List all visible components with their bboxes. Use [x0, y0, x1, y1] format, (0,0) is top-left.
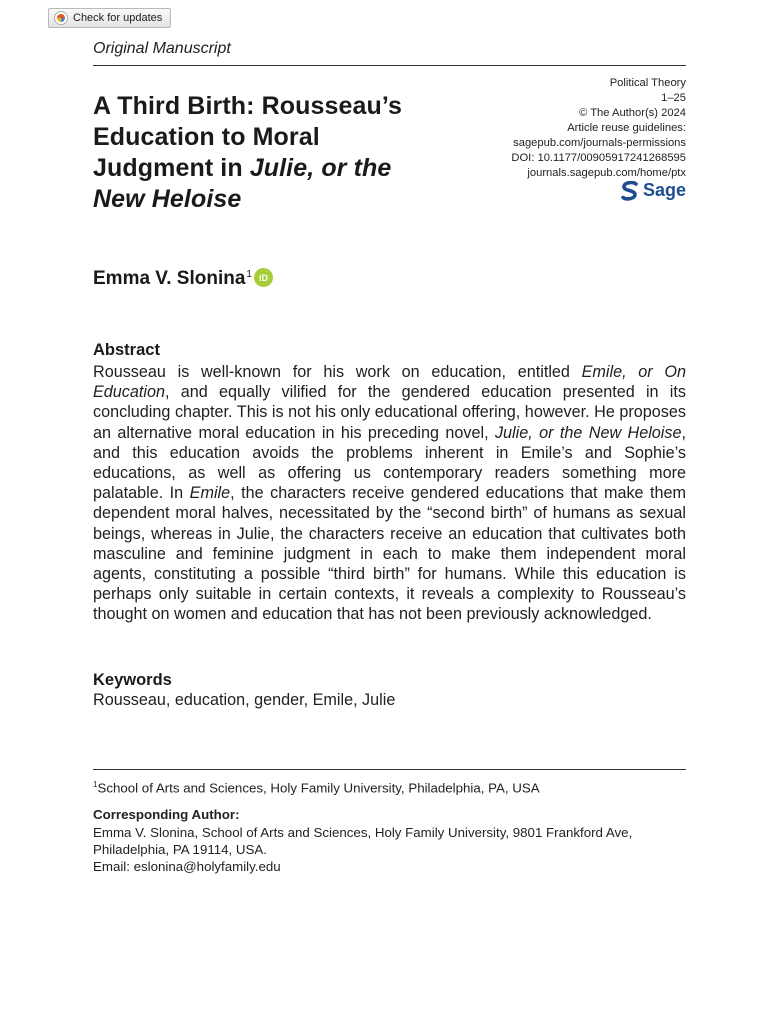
- reuse-guidelines-label: Article reuse guidelines:: [567, 122, 686, 134]
- abstract-italic-1: Emile, or On Education: [93, 363, 686, 402]
- title-line-4: New Heloise: [93, 185, 242, 213]
- author-affiliation-mark: 1: [246, 269, 252, 280]
- title-line-1: A Third Birth: Rousseau’s: [93, 92, 403, 120]
- sage-s-icon: [621, 181, 639, 201]
- publisher-name: Sage: [642, 180, 686, 200]
- publisher-logo: [621, 180, 686, 201]
- journal-name: Political Theory: [609, 77, 686, 89]
- abstract-text-3: , and this education avoids the problems inherent in Emile’s and Sophie’s educations, as well as offering us contemporary readers something more palatable. In: [93, 423, 687, 503]
- check-for-updates-label: Check for updates: [73, 12, 163, 24]
- abstract-text-2: , and equally vilified for the gendered education presented in its concluding chapter. This is not his only educational offering, however. He proposes an alternative moral education in his preceding novel,: [93, 383, 686, 442]
- title-line-3-italic: Julie, or the: [249, 154, 392, 182]
- abstract-heading: Abstract: [93, 341, 160, 359]
- keywords-heading: Keywords: [93, 671, 172, 689]
- doi-link[interactable]: DOI: 10.1177/00905917241268595: [511, 152, 686, 164]
- journal-metadata: [511, 76, 686, 181]
- abstract-text-1: Rousseau is well-known for his work on education, entitled: [93, 363, 582, 381]
- affiliation-text: School of Arts and Sciences, Holy Family University, Philadelphia, PA, USA: [97, 780, 540, 796]
- article-title: [93, 91, 478, 215]
- title-line-2: Education to Moral: [93, 123, 320, 151]
- update-badge-icon: [54, 11, 68, 25]
- title-line-3-regular: Judgment in: [93, 154, 250, 182]
- affiliation-footnote: [93, 780, 540, 795]
- corresponding-address-line-1: Emma V. Slonina, School of Arts and Sciences, Holy Family University, 9801 Frankford Ave,: [93, 825, 633, 840]
- title-line-3: [93, 153, 478, 184]
- reuse-guidelines-link[interactable]: sagepub.com/journals-permissions: [513, 137, 686, 149]
- corresponding-author-heading: Corresponding Author:: [93, 807, 240, 822]
- orcid-icon[interactable]: iD: [254, 268, 273, 287]
- copyright-notice: © The Author(s) 2024: [579, 107, 686, 119]
- corresponding-author-details: [93, 824, 693, 875]
- affiliation-mark: 1: [93, 780, 98, 789]
- author-line: [93, 268, 273, 290]
- abstract-italic-2: Julie, or the New Heloise: [494, 423, 682, 442]
- abstract-body: [93, 362, 686, 625]
- corresponding-address-line-2: Philadelphia, PA 19114, USA.: [93, 842, 267, 857]
- abstract-text-4: , the characters receive gendered educations that make them dependent moral halves, necessitated by the “second birth” of humans as sexual beings, whereas in Julie, the characters receive an education that cultivates both masculine and feminine judgment in each to make them independent moral agents, constituting a possible “third birth” for humans. While this education is perhaps only suitable in certain contexts, it reveals a complexity to Rousseau’s thought on women and education that has not been previously acknowledged.: [93, 484, 687, 624]
- abstract-italic-3: Emile: [189, 484, 231, 503]
- header-divider: [93, 65, 686, 66]
- footnote-divider: [93, 769, 686, 770]
- author-name: Emma V. Slonina: [93, 268, 246, 289]
- corresponding-email[interactable]: Email: eslonina@holyfamily.edu: [93, 859, 281, 874]
- journal-home-link[interactable]: journals.sagepub.com/home/ptx: [527, 167, 686, 179]
- page-range: 1–25: [661, 92, 686, 104]
- manuscript-type: Original Manuscript: [93, 40, 231, 57]
- check-for-updates-button[interactable]: [48, 8, 171, 28]
- keywords-list: Rousseau, education, gender, Emile, Julie: [93, 691, 396, 709]
